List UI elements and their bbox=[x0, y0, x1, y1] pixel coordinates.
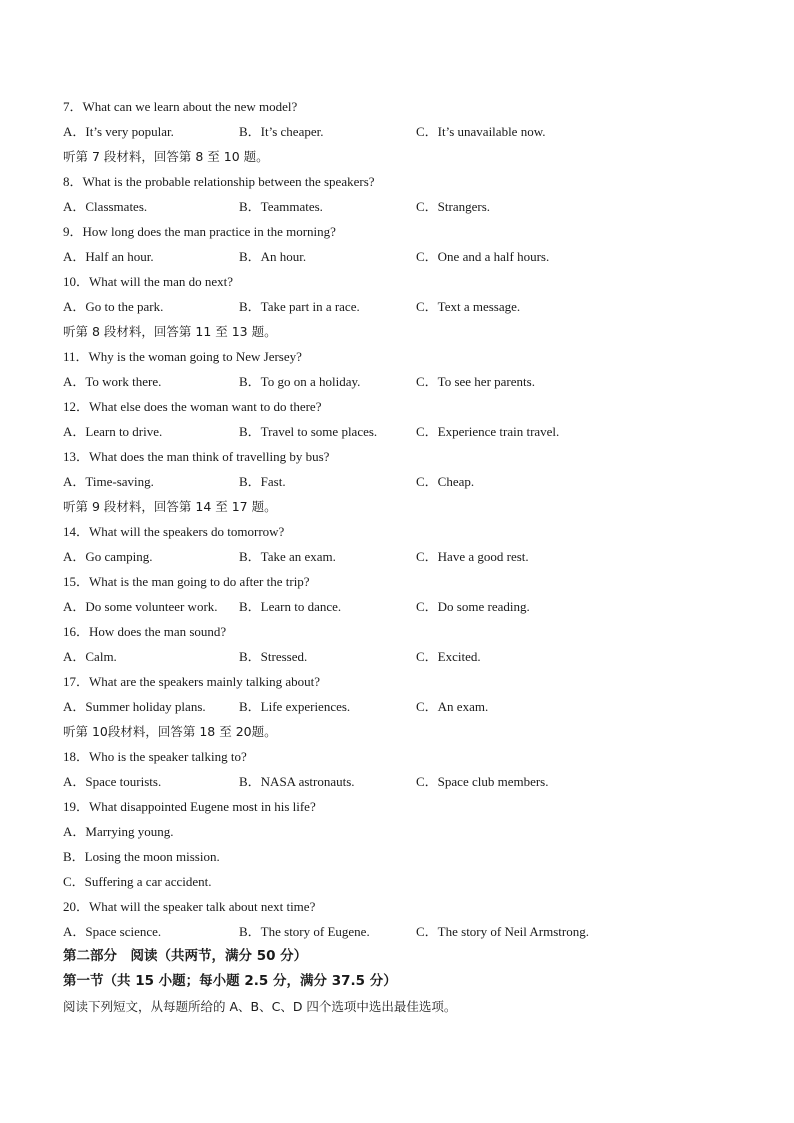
question-text: 8．What is the probable relationship between the speakers? bbox=[63, 174, 375, 189]
option-c: C．Do some reading. bbox=[416, 599, 530, 614]
option-c: C．One and a half hours. bbox=[416, 249, 550, 264]
section-instruction: 听第 9 段材料，回答第 14 至 17 题。 bbox=[63, 499, 277, 514]
question-text: 10．What will the man do next? bbox=[63, 274, 234, 289]
answer-options bbox=[63, 469, 743, 494]
option-a: A．Learn to drive. bbox=[63, 424, 163, 439]
option-b: B．An hour. bbox=[239, 249, 307, 264]
question-text: 13．What does the man think of travelling by bus? bbox=[63, 449, 330, 464]
option-a: A．Go camping. bbox=[63, 549, 153, 564]
answer-options bbox=[63, 594, 743, 619]
option-b: B．Take an exam. bbox=[239, 549, 336, 564]
section-instruction: 听第 7 段材料，回答第 8 至 10 题。 bbox=[63, 149, 269, 164]
option-a: A．Go to the park. bbox=[63, 299, 164, 314]
section-instruction: 听第 10段材料，回答第 18 至 20题。 bbox=[63, 724, 277, 739]
part-heading: 第二部分 阅读（共两节，满分 50 分） bbox=[63, 948, 308, 964]
option-b: B．To go on a holiday. bbox=[239, 374, 361, 389]
option-c: C．Experience train travel. bbox=[416, 424, 560, 439]
answer-options bbox=[63, 419, 743, 444]
exam-page bbox=[63, 94, 743, 1019]
option-b: B．The story of Eugene. bbox=[239, 924, 370, 939]
option-c: C．Cheap. bbox=[416, 474, 475, 489]
question-text: 15．What is the man going to do after the trip? bbox=[63, 574, 310, 589]
question-text: 17．What are the speakers mainly talking about? bbox=[63, 674, 321, 689]
answer-options bbox=[63, 544, 743, 569]
option-a: A．It’s very popular. bbox=[63, 124, 174, 139]
answer-options bbox=[63, 644, 743, 669]
answer-options bbox=[63, 244, 743, 269]
option-c: C．Strangers. bbox=[416, 199, 491, 214]
question-text: B．Losing the moon mission. bbox=[63, 849, 220, 864]
option-a: A．Calm. bbox=[63, 649, 117, 664]
question-text: 18．Who is the speaker talking to? bbox=[63, 749, 247, 764]
answer-options bbox=[63, 919, 743, 944]
answer-options bbox=[63, 769, 743, 794]
option-b: B．Learn to dance. bbox=[239, 599, 342, 614]
option-a: A．Do some volunteer work. bbox=[63, 599, 218, 614]
option-c: C．It’s unavailable now. bbox=[416, 124, 546, 139]
option-b: B．Teammates. bbox=[239, 199, 323, 214]
option-a: A．Space science. bbox=[63, 924, 162, 939]
option-c: C．Have a good rest. bbox=[416, 549, 529, 564]
option-c: C．An exam. bbox=[416, 699, 489, 714]
question-text: C．Suffering a car accident. bbox=[63, 874, 212, 889]
question-text: 19．What disappointed Eugene most in his life? bbox=[63, 799, 316, 814]
answer-options bbox=[63, 369, 743, 394]
option-a: A．Summer holiday plans. bbox=[63, 699, 206, 714]
question-text: A．Marrying young. bbox=[63, 824, 174, 839]
option-b: B．Fast. bbox=[239, 474, 286, 489]
question-text: 9．How long does the man practice in the morning? bbox=[63, 224, 336, 239]
option-a: A．Half an hour. bbox=[63, 249, 154, 264]
option-b: B．Take part in a race. bbox=[239, 299, 360, 314]
answer-options bbox=[63, 194, 743, 219]
answer-options bbox=[63, 294, 743, 319]
option-b: B．It’s cheaper. bbox=[239, 124, 324, 139]
option-a: A．To work there. bbox=[63, 374, 162, 389]
option-a: A．Space tourists. bbox=[63, 774, 162, 789]
question-text: 12．What else does the woman want to do there? bbox=[63, 399, 322, 414]
section-instruction: 听第 8 段材料，回答第 11 至 13 题。 bbox=[63, 324, 277, 339]
option-c: C．Excited. bbox=[416, 649, 481, 664]
question-text: 14．What will the speakers do tomorrow? bbox=[63, 524, 285, 539]
answer-options bbox=[63, 119, 743, 144]
reading-instruction: 阅读下列短文，从每题所给的 A、B、C、D 四个选项中选出最佳选项。 bbox=[63, 999, 457, 1014]
question-text: 20．What will the speaker talk about next time? bbox=[63, 899, 316, 914]
question-text: 7．What can we learn about the new model? bbox=[63, 99, 298, 114]
option-a: A．Classmates. bbox=[63, 199, 148, 214]
question-text: 11．Why is the woman going to New Jersey? bbox=[63, 349, 302, 364]
option-c: C．Space club members. bbox=[416, 774, 549, 789]
option-c: C．The story of Neil Armstrong. bbox=[416, 924, 589, 939]
option-b: B．NASA astronauts. bbox=[239, 774, 355, 789]
option-c: C．To see her parents. bbox=[416, 374, 535, 389]
option-b: B．Life experiences. bbox=[239, 699, 351, 714]
part-heading: 第一节（共 15 小题；每小题 2.5 分，满分 37.5 分） bbox=[63, 973, 397, 989]
option-c: C．Text a message. bbox=[416, 299, 521, 314]
option-b: B．Stressed. bbox=[239, 649, 308, 664]
question-text: 16．How does the man sound? bbox=[63, 624, 227, 639]
answer-options bbox=[63, 694, 743, 719]
option-a: A．Time-saving. bbox=[63, 474, 154, 489]
option-b: B．Travel to some places. bbox=[239, 424, 378, 439]
